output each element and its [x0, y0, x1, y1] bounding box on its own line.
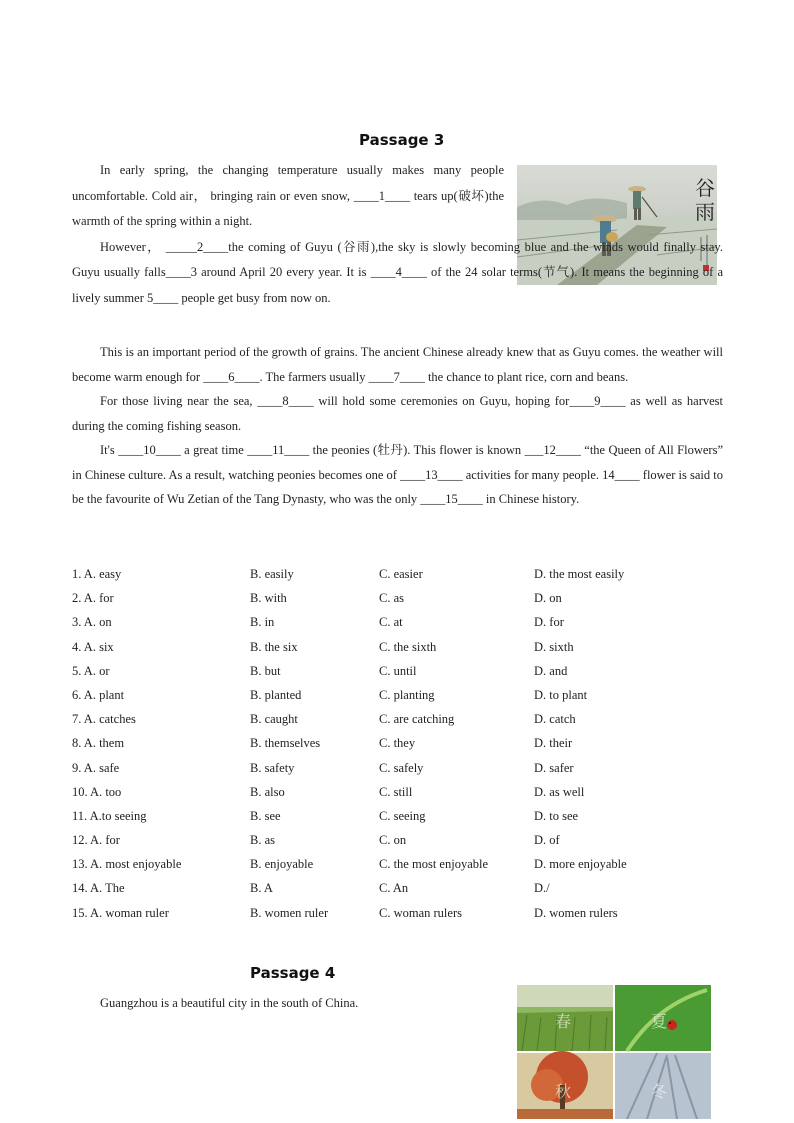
option-2-c: C. as	[379, 591, 404, 606]
option-row-4	[72, 635, 732, 659]
option-15-b: B. women ruler	[250, 905, 329, 920]
option-6-b: B. planted	[250, 687, 302, 702]
option-3-c: C. at	[379, 615, 403, 630]
option-6-a: 6. A. plant	[72, 687, 125, 702]
option-8-a: 8. A. them	[72, 736, 125, 751]
option-4-a: 4. A. six	[72, 639, 114, 654]
option-8-d: D. their	[534, 736, 573, 751]
option-6-c: C. planting	[379, 687, 435, 702]
option-10-d: D. as well	[534, 784, 585, 799]
option-row-14	[72, 876, 732, 900]
option-4-b: B. the six	[250, 639, 298, 654]
option-15-d: D. women rulers	[534, 905, 618, 920]
option-14-a: 14. A. The	[72, 881, 125, 896]
option-12-c: C. on	[379, 833, 407, 848]
passage-3-paragraph-3: This is an important period of the growth of grains. The ancient Chinese already knew that as Guyu comes. the weather will become warm enough for ____6____. The farmers usually ____7____ the chance to plant rice, corn and beans.	[72, 345, 723, 384]
option-2-d: D. on	[534, 591, 562, 606]
option-7-c: C. are catching	[379, 712, 455, 727]
option-15-a: 15. A. woman ruler	[72, 905, 169, 920]
option-8-c: C. they	[379, 736, 416, 751]
season-summer-label: 夏	[651, 1012, 668, 1031]
option-4-d: D. sixth	[534, 639, 574, 654]
option-11-a: 11. A.to seeing	[72, 808, 147, 823]
option-12-b: B. as	[250, 833, 275, 848]
option-13-d: D. more enjoyable	[534, 857, 627, 872]
option-5-d: D. and	[534, 663, 568, 678]
option-10-a: 10. A. too	[72, 784, 122, 799]
option-1-d: D. the most easily	[534, 567, 625, 581]
passage-3-paragraphs-top	[72, 158, 723, 311]
option-6-d: D. to plant	[534, 687, 588, 702]
seasons-collage	[517, 985, 711, 1119]
passage-3-paragraph-1: In early spring, the changing temperature usually makes many people uncomfortable. Cold air， bringing rain or even snow, ____1____ tears up(破坏)the warmth of the spring within a night.	[72, 163, 504, 228]
option-8-b: B. themselves	[250, 736, 321, 751]
passage-4-intro: Guangzhou is a beautiful city in the south of China.	[100, 996, 359, 1010]
option-row-2	[72, 586, 732, 610]
option-5-c: C. until	[379, 663, 417, 678]
option-10-b: B. also	[250, 784, 285, 799]
option-7-a: 7. A. catches	[72, 712, 136, 727]
option-row-3	[72, 610, 732, 634]
passage-3-paragraph-5: It's ____10____ a great time ____11____ the peonies (牡丹). This flower is known ___12____ “the Queen of All Flowers” in Chinese culture. As a result, watching peonies becomes one of ____13____ activities for many people. 14____ flower is said to be the favourite of Wu Zetian of the Tang Dynasty, who was the only ____15____ in Chinese history.	[72, 443, 723, 506]
option-2-a: 2. A. for	[72, 591, 114, 606]
option-row-11	[72, 804, 732, 828]
option-row-5	[72, 659, 732, 683]
option-1-b: B. easily	[250, 567, 294, 581]
option-7-d: D. catch	[534, 712, 576, 727]
option-row-1	[72, 562, 732, 586]
option-14-b: B. A	[250, 881, 273, 896]
passage-3-paragraphs-bottom	[72, 340, 723, 512]
option-3-d: D. for	[534, 615, 564, 630]
option-row-6	[72, 683, 732, 707]
option-row-10	[72, 780, 732, 804]
option-11-b: B. see	[250, 808, 281, 823]
option-row-9	[72, 756, 732, 780]
option-13-b: B. enjoyable	[250, 857, 314, 872]
season-winter-label: 冬	[651, 1082, 668, 1101]
option-13-a: 13. A. most enjoyable	[72, 857, 182, 872]
option-9-a: 9. A. safe	[72, 760, 120, 775]
option-row-7	[72, 707, 732, 731]
option-2-b: B. with	[250, 591, 287, 606]
option-4-c: C. the sixth	[379, 639, 437, 654]
option-row-12	[72, 828, 732, 852]
option-1-c: C. easier	[379, 567, 423, 581]
option-9-d: D. safer	[534, 760, 574, 775]
passage-4-title: Passage 4	[250, 964, 336, 982]
passage-3-paragraph-2: However， _____2____the coming of Guyu (谷雨),the sky is slowly becoming blue and the winds would finally stay. Guyu usually falls____3 around April 20 every year. It is ____4____ of the 24 solar terms(节气). It means the beginning of a lively summer 5____ people get busy from now on.	[72, 239, 723, 305]
option-5-b: B. but	[250, 663, 281, 678]
option-12-d: D. of	[534, 833, 560, 848]
guyu-image-char-1: 谷	[695, 176, 715, 200]
option-7-b: B. caught	[250, 712, 298, 727]
option-11-c: C. seeing	[379, 808, 426, 823]
guyu-image-char-2: 雨	[695, 200, 715, 224]
option-12-a: 12. A. for	[72, 833, 120, 848]
options-grid	[72, 562, 732, 925]
option-1-a: 1. A. easy	[72, 567, 122, 581]
option-row-15	[72, 901, 732, 925]
option-9-c: C. safely	[379, 760, 424, 775]
passage-3-paragraph-4: For those living near the sea, ____8____ will hold some ceremonies on Guyu, hoping for____9____ as well as harvest during the coming fishing season.	[72, 394, 723, 433]
season-autumn-label: 秋	[555, 1082, 572, 1101]
option-10-c: C. still	[379, 784, 413, 799]
option-row-13	[72, 852, 732, 876]
option-14-c: C. An	[379, 881, 409, 896]
season-spring-label: 春	[555, 1012, 572, 1031]
option-9-b: B. safety	[250, 760, 295, 775]
option-15-c: C. woman rulers	[379, 905, 462, 920]
option-5-a: 5. A. or	[72, 663, 110, 678]
passage-3-title: Passage 3	[359, 131, 445, 149]
option-row-8	[72, 731, 732, 755]
option-11-d: D. to see	[534, 808, 579, 823]
option-3-a: 3. A. on	[72, 615, 112, 630]
option-14-d: D./	[534, 881, 550, 896]
option-13-c: C. the most enjoyable	[379, 857, 489, 872]
option-3-b: B. in	[250, 615, 275, 630]
